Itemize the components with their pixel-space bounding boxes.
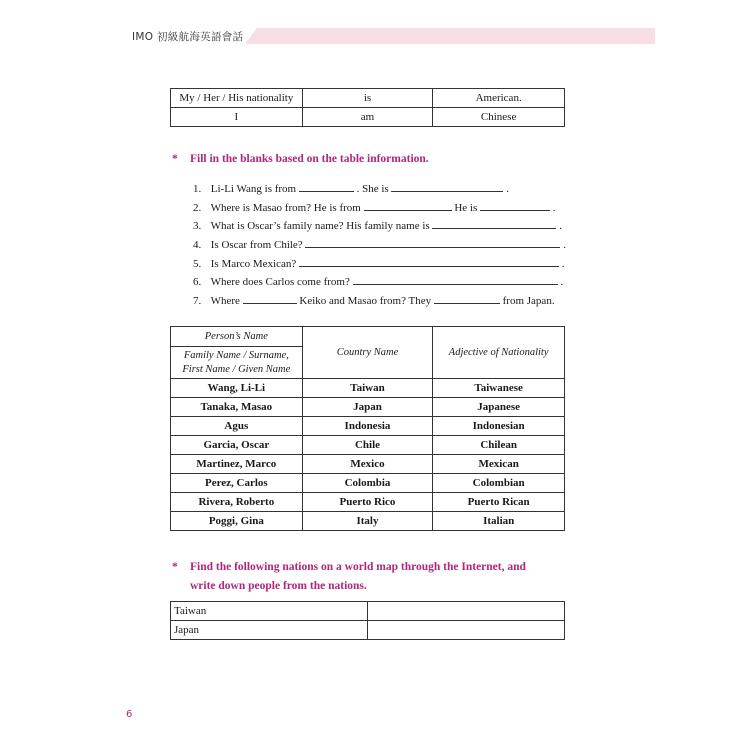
table-cell: American.	[433, 89, 565, 108]
table-cell: Wang, Li-Li	[171, 379, 303, 398]
table-cell: Indonesia	[302, 417, 433, 436]
table-cell: Tanaka, Masao	[171, 398, 303, 417]
table-cell: Indonesian	[433, 417, 565, 436]
nations-table	[170, 601, 565, 640]
table-cell: Poggi, Gina	[171, 512, 303, 531]
question-6: 6. Where does Carlos come from? .	[193, 273, 568, 292]
table-cell: Chilean	[433, 436, 565, 455]
table-row	[171, 455, 565, 474]
star-icon: *	[172, 561, 178, 573]
question-5: 5. Is Marco Mexican? .	[193, 255, 568, 274]
star-icon: *	[172, 153, 178, 165]
answer-blank[interactable]	[434, 292, 500, 304]
table-cell: Martinez, Marco	[171, 455, 303, 474]
table-row	[171, 108, 565, 127]
heading-text: Fill in the blanks based on the table information.	[190, 153, 429, 165]
table-cell: Puerto Rican	[433, 493, 565, 512]
table-row	[171, 417, 565, 436]
answer-blank[interactable]	[432, 217, 556, 229]
header-title: IMO 初級航海英語會話	[132, 31, 244, 43]
adjective-header: Adjective of Nationality	[433, 327, 565, 379]
answer-blank[interactable]	[391, 180, 503, 192]
persons-name-header: Person’s Name	[171, 327, 303, 347]
table-row	[171, 602, 565, 621]
table-cell: Italy	[302, 512, 433, 531]
question-1: 1. Li-Li Wang is from . She is .	[193, 180, 568, 199]
table-cell: Japan	[302, 398, 433, 417]
answer-blank[interactable]	[299, 180, 354, 192]
answer-blank[interactable]	[243, 292, 297, 304]
table-row	[171, 436, 565, 455]
question-2: 2. Where is Masao from? He is from He is .	[193, 199, 568, 218]
table-cell: Puerto Rico	[302, 493, 433, 512]
heading-text: write down people from the nations.	[190, 579, 367, 592]
heading-text: Find the following nations on a world map through the Internet, and	[190, 561, 526, 573]
table-cell: Taiwanese	[433, 379, 565, 398]
answer-blank[interactable]	[305, 236, 560, 248]
nation-cell: Japan	[171, 621, 368, 640]
table-row	[171, 89, 565, 108]
table-cell: is	[302, 89, 433, 108]
answer-blank[interactable]	[299, 255, 559, 267]
table-row	[171, 621, 565, 640]
table-cell: Chile	[302, 436, 433, 455]
question-list	[193, 180, 568, 311]
table-row	[171, 379, 565, 398]
page-header	[0, 26, 655, 46]
answer-blank[interactable]	[364, 199, 452, 211]
table-cell: Taiwan	[302, 379, 433, 398]
table-cell: Chinese	[433, 108, 565, 127]
people-answer-cell[interactable]	[367, 602, 564, 621]
name-format-header: Family Name / Surname, First Name / Given Name	[171, 347, 303, 379]
table-cell: Perez, Carlos	[171, 474, 303, 493]
nationality-table-body	[171, 379, 565, 531]
table-cell: Japanese	[433, 398, 565, 417]
table-cell: Agus	[171, 417, 303, 436]
table-cell: Mexican	[433, 455, 565, 474]
header-band	[245, 28, 655, 44]
fill-blanks-heading	[172, 153, 429, 165]
table-cell: Rivera, Roberto	[171, 493, 303, 512]
page-number: 6	[126, 709, 133, 720]
nationality-example-table	[170, 88, 565, 127]
table-row	[171, 512, 565, 531]
answer-blank[interactable]	[353, 273, 558, 285]
table-cell: Italian	[433, 512, 565, 531]
table-cell: Colombian	[433, 474, 565, 493]
table-cell: Mexico	[302, 455, 433, 474]
table-header-row	[171, 327, 565, 347]
nationality-table	[170, 326, 565, 531]
people-answer-cell[interactable]	[367, 621, 564, 640]
table-row	[171, 398, 565, 417]
table-row	[171, 474, 565, 493]
table-cell: I	[171, 108, 303, 127]
question-3: 3. What is Oscar’s family name? His family name is .	[193, 217, 568, 236]
question-7: 7. Where Keiko and Masao from? They from Japan.	[193, 292, 568, 311]
find-nations-heading	[172, 558, 526, 595]
table-row	[171, 493, 565, 512]
table-cell: Garcia, Oscar	[171, 436, 303, 455]
country-header: Country Name	[302, 327, 433, 379]
table-cell: My / Her / His nationality	[171, 89, 303, 108]
answer-blank[interactable]	[480, 199, 550, 211]
table-cell: am	[302, 108, 433, 127]
question-4: 4. Is Oscar from Chile? .	[193, 236, 568, 255]
nation-cell: Taiwan	[171, 602, 368, 621]
table-cell: Colombia	[302, 474, 433, 493]
